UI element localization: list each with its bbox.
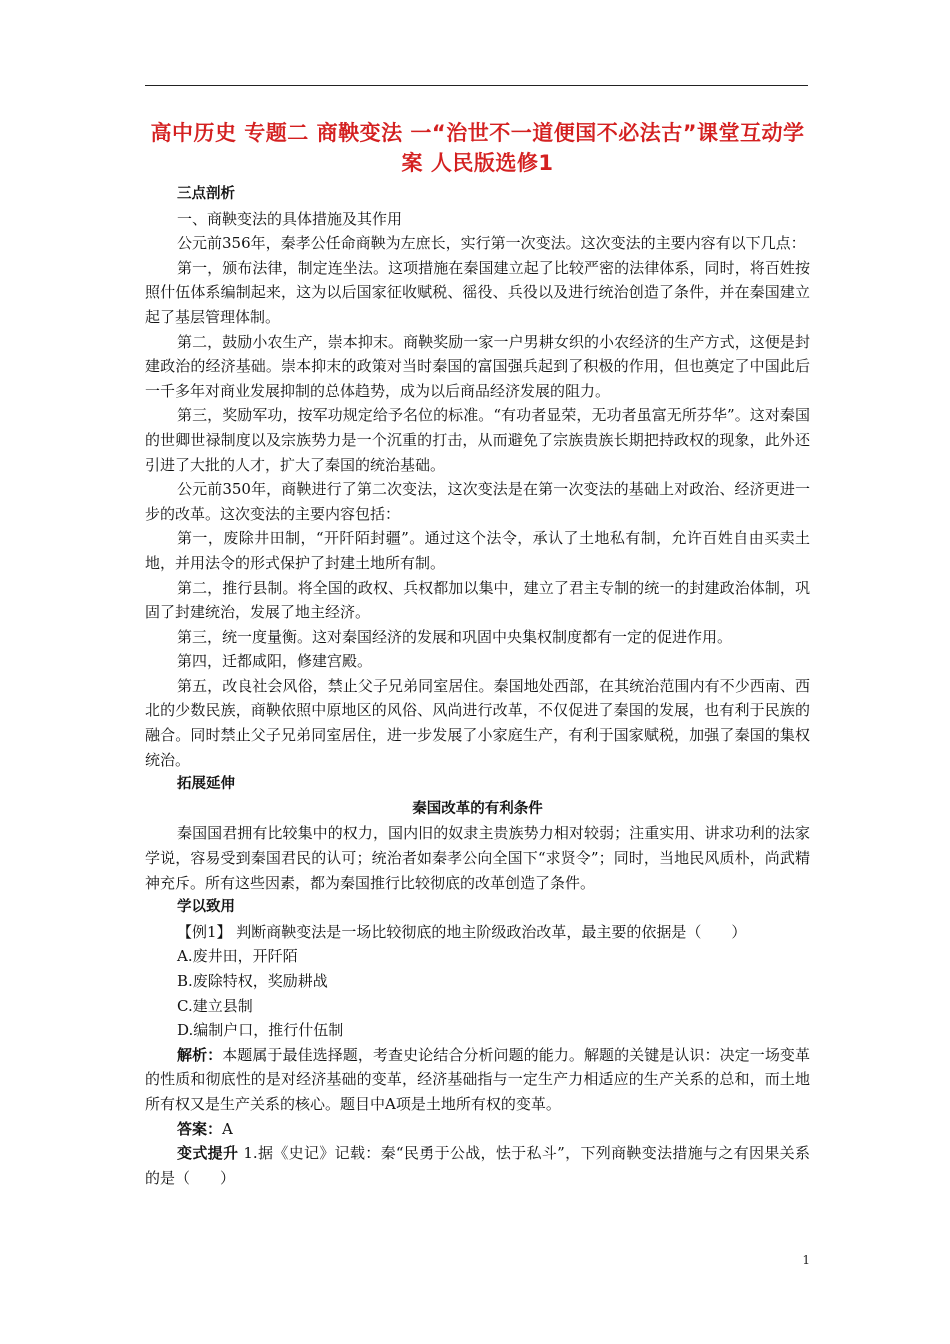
- analysis: [145, 1043, 810, 1117]
- variation-text: 1.据《史记》记载：秦“民勇于公战，怯于私斗”，下列商鞅变法措施与之有因果关系的是（ ）: [145, 1144, 810, 1187]
- paragraph: 第二，推行县制。将全国的政权、兵权都加以集中，建立了君主专制的统一的封建政治体制，巩固了封建统治，发展了地主经济。: [145, 578, 810, 622]
- paragraph: 第三，奖励军功，按军功规定给予名位的标准。“有功者显荣，无功者虽富无所芬华”。这对秦国的世卿世禄制度以及宗族势力是一个沉重的打击，从而避免了宗族贵族长期把持政权的现象，此外还引进了大批的人才，扩大了秦国的统治基础。: [145, 406, 810, 474]
- paragraph: 公元前350年，商鞅进行了第二次变法，这次变法是在第一次变法的基础上对政治、经济更进一步的改革。这次变法的主要内容包括：: [145, 480, 810, 523]
- option-d: D.编制户口，推行什伍制: [177, 1021, 344, 1040]
- paragraph: 第三，统一度量衡。这对秦国经济的发展和巩固中央集权制度都有一定的促进作用。: [177, 627, 733, 646]
- paragraph: 第四，迁都咸阳，修建宫殿。: [177, 652, 373, 671]
- document-title: 高中历史 专题二 商鞅变法 一“治世不一道便国不必法古”课堂互动学案 人民版选修1: [150, 121, 805, 175]
- section-heading-extension: 拓展延伸: [177, 776, 235, 793]
- paragraph: 公元前356年，秦孝公任命商鞅为左庶长，实行第一次变法。这次变法的主要内容有以下几点：: [177, 234, 806, 253]
- paragraph: 第五，改良社会风俗，禁止父子兄弟同室居住。秦国地处西部，在其统治范围内有不少西南、西北的少数民族，商鞅依照中原地区的风俗、风尚进行改革，不仅促进了秦国的发展，也有利于民族的融合。同时禁止父子兄弟同室居住，进一步发展了小家庭生产，有利于国家赋税，加强了秦国的集权统治。: [145, 676, 810, 769]
- analysis-text: 本题属于最佳选择题，考查史论结合分析问题的能力。解题的关键是认识：决定一场变革的性质和彻底性的是对经济基础的变革，经济基础指与一定生产力相适应的生产关系的总和，而土地所有权又是生产关系的核心。题目中A项是土地所有权的变革。: [145, 1045, 810, 1113]
- paragraph: 第二，鼓励小农生产，崇本抑末。商鞅奖励一家一户男耕女织的小农经济的生产方式，这便是封建政治的经济基础。崇本抑末的政策对当时秦国的富国强兵起到了积极的作用，但也奠定了中国此后一千多年对商业发展抑制的总体趋势，成为以后商品经济发展的阻力。: [145, 332, 810, 400]
- extension-subtitle: 秦国改革的有利条件: [412, 800, 543, 817]
- section-subheading: 一、商鞅变法的具体措施及其作用: [177, 209, 403, 228]
- paragraph: 秦国国君拥有比较集中的权力，国内旧的奴隶主贵族势力相对较弱；注重实用、讲求功利的法家学说，容易受到秦国君民的认可；统治者如秦孝公向全国下“求贤令”；同时，当地民风质朴，尚武精神充斥。所有这些因素，都为秦国推行比较彻底的改革创造了条件。: [145, 824, 810, 892]
- section-heading-practice: 学以致用: [177, 899, 235, 916]
- header-rule: [145, 85, 808, 86]
- paragraph: 第一，废除井田制，“开阡陌封疆”。通过这个法令，承认了土地私有制，允许百姓自由买卖土地，并用法令的形式保护了封建土地所有制。: [145, 529, 810, 572]
- answer: [145, 1117, 810, 1142]
- document-body: [145, 118, 810, 1190]
- example-question: 【例1】 判断商鞅变法是一场比较彻底的地主阶级政治改革，最主要的依据是（ ）: [177, 922, 747, 941]
- section-heading-analysis: 三点剖析: [177, 186, 235, 202]
- option-a: A.废井田，开阡陌: [177, 947, 298, 966]
- variation-question: [145, 1141, 810, 1190]
- option-c: C.建立县制: [177, 996, 253, 1015]
- option-b: B.废除特权，奖励耕战: [177, 972, 328, 990]
- page-number: 1: [802, 1253, 810, 1267]
- analysis-label: 解析：: [177, 1045, 223, 1064]
- answer-label: 答案：: [177, 1119, 223, 1138]
- paragraph: 第一，颁布法律，制定连坐法。这项措施在秦国建立起了比较严密的法律体系，同时，将百姓按照什伍体系编制起来，这为以后国家征收赋税、徭役、兵役以及进行统治创造了条件，并在秦国建立起了基层管理体制。: [145, 258, 810, 326]
- variation-label: 变式提升: [177, 1144, 239, 1163]
- answer-value: A: [222, 1119, 233, 1138]
